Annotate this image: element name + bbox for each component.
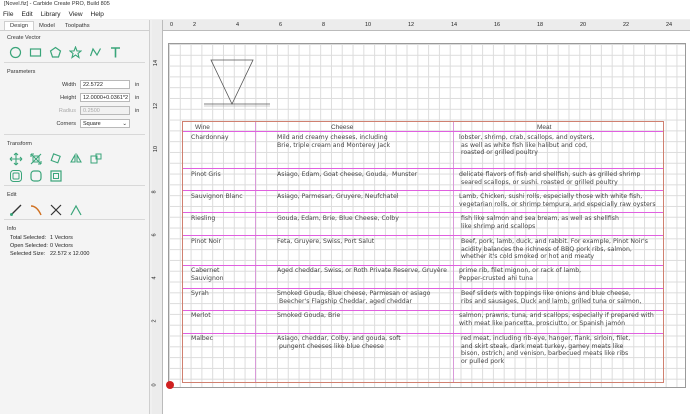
ruler-top-label: 6 [279,22,283,28]
row-divider [183,168,663,169]
offset-icon[interactable] [8,168,23,183]
radius-row [0,106,149,116]
window-title: [Novel.fiz] - Carbide Create PRO, Build 805 [4,1,110,7]
trim-icon[interactable] [48,202,63,217]
text-tool-icon[interactable] [108,45,123,60]
row-divider [183,265,663,266]
menu-view[interactable]: View [68,10,83,18]
ruler-top-label: 4 [236,22,240,28]
row-divider [183,190,663,191]
table-cell-cheese: Feta, Gruyere, Swiss, Port Salut [277,238,375,245]
table-cell-wine: Pinot Gris [191,171,221,178]
curve-edit-icon[interactable] [28,202,43,217]
create-vector-heading: Create Vector [7,35,41,41]
table-cell-wine: Sauvignon Blanc [191,193,243,200]
corners-value: Square [83,121,101,127]
circle-tool-icon[interactable] [8,45,23,60]
column-divider [255,122,256,382]
total-selected-value: 1 Vectors [50,235,73,241]
table-cell-meat: red meat, including rib-eye, hanger, flank, sirloin, filet, and skirt steak, dark meat turkey, gamey meats like bison, ostrich, and venison, barbecued meats like ribs or pulled pork [460,335,631,365]
row-divider [183,310,663,311]
transform-heading: Transform [7,141,32,147]
divider [4,134,145,135]
table-cell-cheese: Smoked Gouda, Blue cheese, Parmesan or asiago Beecher's Flagship Cheddar, aged cheddar [277,290,431,305]
width-field[interactable]: 22.5722 [80,80,130,89]
chevron-down-icon: ⌄ [122,121,127,127]
scale-icon[interactable] [28,151,43,166]
polyline-tool-icon[interactable] [88,45,103,60]
table-cell-wine: Malbec [191,335,213,342]
ruler-top-label: 8 [322,22,326,28]
table-cell-wine: Pinot Noir [191,238,222,245]
align-icon[interactable] [88,151,103,166]
ruler-left-label: 4 [151,276,158,280]
create-vector-tools [0,45,149,60]
width-row [0,80,149,90]
origin-marker-icon [166,381,174,389]
corners-select[interactable] [80,119,130,128]
menu-edit[interactable]: Edit [21,10,33,18]
header-cheese: Cheese [331,124,354,131]
star-tool-icon[interactable] [68,45,83,60]
table-cell-meat: lobster, shrimp, crab, scallops, and oysters, as well as white fish like halibut and cod, roasted or grilled poultry [459,134,595,156]
table-cell-wine: Syrah [191,290,209,297]
parameters-heading: Parameters [7,69,36,75]
info-selected-size [0,250,149,258]
ruler-top-label: 0 [170,22,174,28]
rectangle-tool-icon[interactable] [28,45,43,60]
top-ruler [152,20,690,31]
table-cell-meat: salmon, prawns, tuna, and scallops, especially if prepared with with meat like pancetta, prosciutto, or Spanish jamón [459,312,654,327]
ruler-top-label: 14 [451,22,458,28]
table-cell-cheese: Asiago, Parmesan, Gruyere, Neufchatel [277,193,399,200]
edit-tools [0,202,149,217]
row-divider [183,235,663,236]
tab-toolpaths[interactable]: Toolpaths [64,23,90,29]
ruler-left-label: 14 [153,59,160,67]
ruler-top-label: 18 [537,22,544,28]
rotate-icon[interactable] [48,151,63,166]
info-total-selected [0,234,149,242]
table-cell-wine: Merlot [191,312,211,319]
polygon-tool-icon[interactable] [48,45,63,60]
height-row [0,93,149,103]
table-cell-meat: Lamb, Chicken, sushi rolls, especially those with white fish, vegetarian rolls, or shrimp tempura, and especially raw oysters [459,193,656,208]
row-divider [183,288,663,289]
mirror-icon[interactable] [68,151,83,166]
transform-tools-row-2 [0,168,149,183]
table-cell-cheese: Mild and creamy cheeses, including Brie, triple cream and Monterey Jack [277,134,391,149]
total-selected-label: Total Selected: [10,235,47,241]
ruler-left-label: 0 [151,383,158,387]
menu-bar [0,9,690,19]
triangle-vector[interactable] [204,58,274,108]
ruler-top-label: 24 [666,22,673,28]
transform-tools-row-1 [0,151,149,166]
row-divider [183,212,663,213]
left-ruler [152,20,163,414]
divider [4,219,145,220]
ruler-top-label: 20 [580,22,587,28]
height-label: Height [60,95,76,101]
tab-model[interactable]: Model [39,23,55,29]
panel-tabs [0,20,149,31]
selected-size-label: Selected Size: [10,251,46,257]
ruler-left-label: 10 [153,145,160,153]
edit-heading: Edit [7,192,17,198]
width-unit: in [135,82,140,88]
table-cell-meat: delicate flavors of fish and shellfish, such as grilled shrimp seared scallops, or sushi. roasted or grilled poultry [459,171,641,186]
corners-row [0,119,149,129]
design-panel [0,20,150,414]
ruler-top-label: 16 [494,22,501,28]
radius-field[interactable]: 0.2500 [80,106,130,115]
info-open-selected [0,242,149,250]
radius-label: Radius [58,108,76,114]
window-title-bar [0,0,690,9]
ruler-top-label: 10 [365,22,372,28]
width-label: Width [61,82,76,88]
header-meat: Meat [537,124,552,131]
menu-file[interactable]: File [3,10,14,18]
radius-unit: in [135,108,140,114]
table-cell-meat: Beef sliders with toppings like onions and blue cheese, ribs and sausages, Duck and lamb, grilled tuna or salmon, [460,290,642,305]
table-cell-cheese: Asiago, Edam, Goat cheese, Gouda, Munster [277,171,418,178]
node-edit-icon[interactable] [8,202,23,217]
info-heading: Info [7,226,17,232]
ruler-top-label: 22 [623,22,630,28]
height-field[interactable]: 12.0000+0.0361*2 [80,93,130,102]
menu-library[interactable]: Library [40,10,61,18]
tab-design[interactable]: Design [4,21,34,30]
corners-label: Corners [56,121,76,127]
table-cell-wine: Chardonnay [191,134,229,141]
table-cell-wine: Riesling [191,215,216,222]
ruler-top-label: 2 [193,22,197,28]
divider [4,62,145,63]
table-cell-cheese: Asiago, cheddar, Colby, and gouda, soft pungent cheeses like blue cheese [277,335,401,350]
table-cell-cheese: Smoked Gouda, Brie [277,312,341,319]
move-icon[interactable] [8,151,23,166]
header-wine: Wine [195,124,210,131]
column-divider [453,122,454,382]
row-divider [183,131,663,132]
fillet-icon[interactable] [28,168,43,183]
join-icon[interactable] [68,202,83,217]
pairing-table[interactable] [182,121,664,383]
selected-size-value: 22.572 x 12.000 [50,251,90,257]
row-divider [183,333,663,334]
divider [4,185,145,186]
bounding-box-icon[interactable] [48,168,63,183]
ruler-left-label: 8 [151,190,158,194]
table-cell-meat: fish like salmon and sea bream, as well as shellfish like shrimp and scallops [460,215,619,230]
table-cell-meat: Beef, pork, lamb, duck, and rabbit. For example, Pinot Noir's acidity balances the richness of BBQ pork ribs, salmon, whether it's cold smoked or hot and meaty [460,238,648,260]
ruler-left-label: 2 [151,319,158,323]
table-cell-meat: prime rib, filet mignon, or rack of lamb, Pepper-crusted ahi tuna [459,267,582,282]
menu-help[interactable]: Help [90,10,104,18]
table-cell-wine: Cabernet Sauvignon [191,267,224,282]
table-cell-cheese: Aged cheddar, Swiss, or Roth Private Reserve, Gruyère [277,267,447,274]
ruler-top-label: 12 [408,22,415,28]
height-unit: in [135,95,140,101]
open-selected-label: Open Selected: [10,243,48,249]
ruler-left-label: 6 [151,233,158,237]
ruler-left-label: 12 [153,102,160,110]
open-selected-value: 0 Vectors [50,243,73,249]
table-cell-cheese: Gouda, Edam, Brie, Blue Cheese, Colby [277,215,399,222]
